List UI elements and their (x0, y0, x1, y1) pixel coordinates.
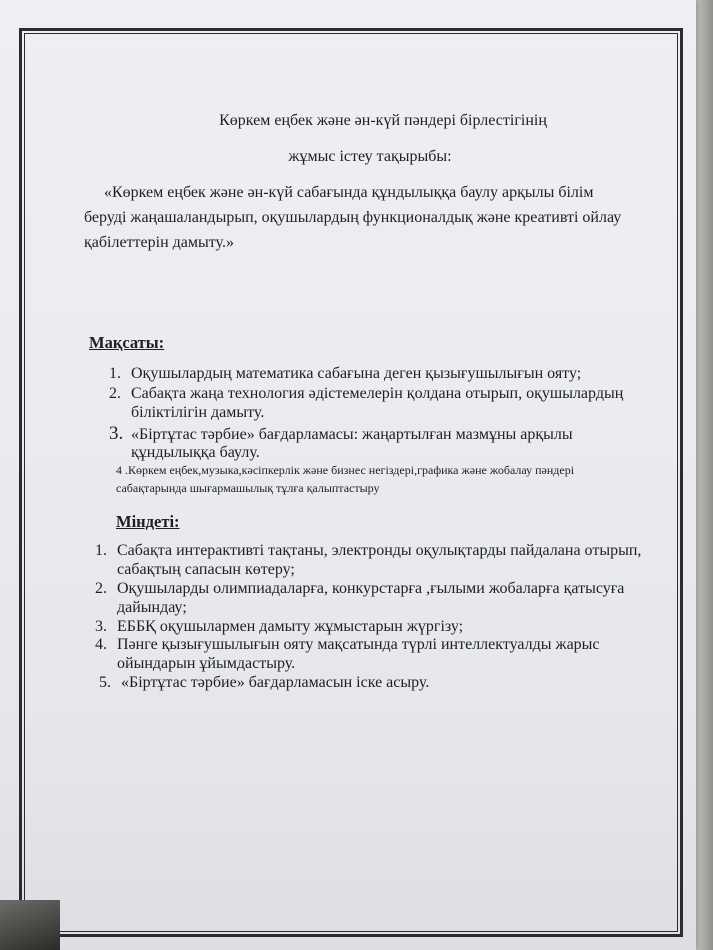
task-item-3-text: ЕББҚ оқушылармен дамыту жұмыстарын жүргізу; (117, 618, 464, 635)
task-item-3-number: 3. (95, 618, 107, 635)
theme-line-3: қабілеттерін дамыту.» (84, 234, 234, 251)
goal-item-3-number: 3. (109, 423, 124, 444)
goal-item-2-continuation: біліктілігін дамыту. (131, 404, 265, 421)
goal-item-1 (109, 364, 581, 384)
task-item-1-text: Сабақта интерактивті тақтаны, электронды оқулықтарды пайдалана отырып, (117, 542, 642, 559)
title-line-2: жұмыс істеу тақырыбы: (288, 148, 452, 165)
goal-item-1-number: 1. (109, 365, 121, 382)
task-item-2-continuation: дайындау; (117, 599, 187, 616)
task-item-4-continuation: ойындарын ұйымдастыру. (117, 655, 296, 672)
goal-item-3-text: «Біртұтас тәрбие» бағдарламасы: жаңартылған мазмұны арқылы (131, 426, 573, 443)
title-line-1: Көркем еңбек және ән-күй пәндері бірлестігінің (219, 112, 547, 129)
task-item-1-number: 1. (95, 542, 107, 559)
task-item-2-number: 2. (95, 580, 107, 597)
task-item-2-text: Оқушыларды олимпиадаларға, конкурстарға ,ғылыми жобаларға қатысуға (117, 580, 625, 597)
goals-heading: Мақсаты: (89, 333, 165, 352)
goal-item-1-text: Оқушылардың математика сабағына деген қызығушылығын ояту; (131, 365, 582, 382)
task-item-4 (95, 635, 600, 655)
task-item-5-number: 5. (99, 674, 111, 691)
goal-item-2-number: 2. (109, 385, 121, 402)
background-edge (693, 0, 713, 950)
goal-item-4-text: .Көркем еңбек,музыка,кәсіпкерлік және бизнес негіздері,графика және жобалау пәндері (125, 463, 575, 477)
task-item-4-text: Пәнге қызығушылығын ояту мақсатында түрлі интеллектуалды жарыс (117, 636, 600, 653)
task-item-5-text: «Біртұтас тәрбие» бағдарламасын іске асыру. (121, 674, 430, 691)
goal-item-3 (109, 424, 573, 445)
theme-line-2: беруді жаңашаландырып, оқушылардың функционалдық және креативті ойлау (84, 209, 622, 226)
tasks-heading: Міндеті: (116, 512, 180, 531)
task-item-2 (95, 579, 624, 599)
task-item-1 (95, 541, 641, 561)
theme-line-1: «Көркем еңбек және ән-күй сабағында құндылыққа баулу арқылы білім (104, 184, 594, 201)
task-item-3 (95, 617, 463, 637)
task-item-4-number: 4. (95, 636, 107, 653)
goal-item-3-continuation: құндылыққа баулу. (131, 444, 260, 461)
background-corner (0, 900, 60, 950)
task-item-5 (99, 673, 429, 693)
goal-item-4-continuation: сабақтарында шығармашылық тұлға қалыптастыру (116, 481, 380, 495)
goal-item-4-number: 4 (116, 463, 122, 477)
goal-item-2-text: Сабақта жаңа технология әдістемелерін қолдана отырып, оқушылардың (131, 385, 624, 402)
task-item-1-continuation: сабақтың сапасын көтеру; (117, 561, 295, 578)
goal-item-2 (109, 384, 623, 404)
goal-item-4 (116, 462, 574, 478)
